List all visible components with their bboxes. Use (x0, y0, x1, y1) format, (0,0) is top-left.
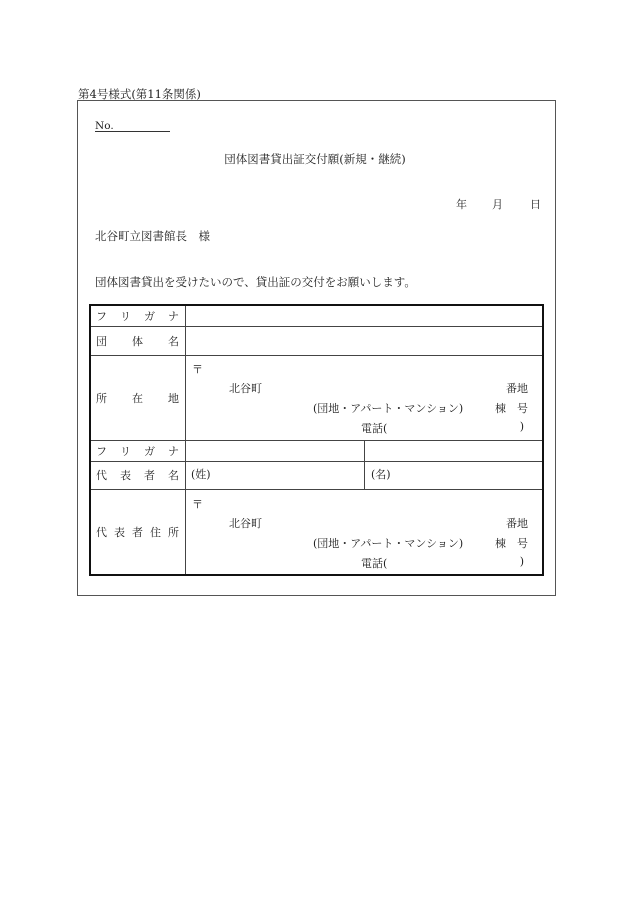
furigana-label: フ リ ガ ナ (96, 310, 179, 323)
group-name-field[interactable] (186, 327, 542, 355)
rep-furigana-label: フ リ ガ ナ (96, 444, 179, 458)
rep-address-label: 代 表 者 住 所 (96, 525, 179, 539)
location-banchi: 番地 (506, 382, 528, 395)
form-number: 第4号様式(第11条関係) (78, 87, 201, 101)
rep-address-building: (団地・アパート・マンション) (313, 537, 464, 550)
rep-address-town: 北谷町 (229, 517, 262, 530)
group-name-label: 団 体 名 (96, 334, 179, 348)
date-year: 年 (456, 198, 467, 211)
rep-address-phone-open: 電話( (361, 557, 388, 570)
rep-surname: (姓) (191, 468, 211, 481)
rep-furigana-field[interactable] (186, 441, 542, 461)
rep-name-label: 代 表 者 名 (96, 469, 179, 482)
rep-given-name: (名) (371, 468, 391, 481)
document-title: 団体図書貸出証交付願(新規・継続) (224, 152, 406, 166)
addressee: 北谷町立図書館長 様 (95, 229, 210, 243)
group-furigana-field[interactable] (186, 306, 542, 326)
location-label: 所 在 地 (96, 391, 179, 405)
location-postal-mark: 〒 (192, 363, 203, 376)
rep-address-postal-mark: 〒 (192, 498, 203, 511)
date-month: 月 (492, 198, 503, 211)
location-phone-close: ) (519, 420, 524, 433)
rep-address-building-no: 棟 号 (495, 537, 528, 550)
location-town: 北谷町 (229, 382, 262, 395)
location-building: (団地・アパート・マンション) (313, 402, 464, 415)
number-line (95, 131, 170, 132)
rep-address-phone-close: ) (519, 555, 524, 568)
location-phone-open: 電話( (361, 422, 388, 435)
application-table (89, 304, 544, 576)
date-day: 日 (530, 198, 541, 211)
request-text: 団体図書貸出を受けたいので、貸出証の交付をお願いします。 (95, 275, 416, 289)
location-building-no: 棟 号 (495, 402, 528, 415)
rep-address-banchi: 番地 (506, 517, 528, 530)
number-label: No. (95, 120, 114, 132)
